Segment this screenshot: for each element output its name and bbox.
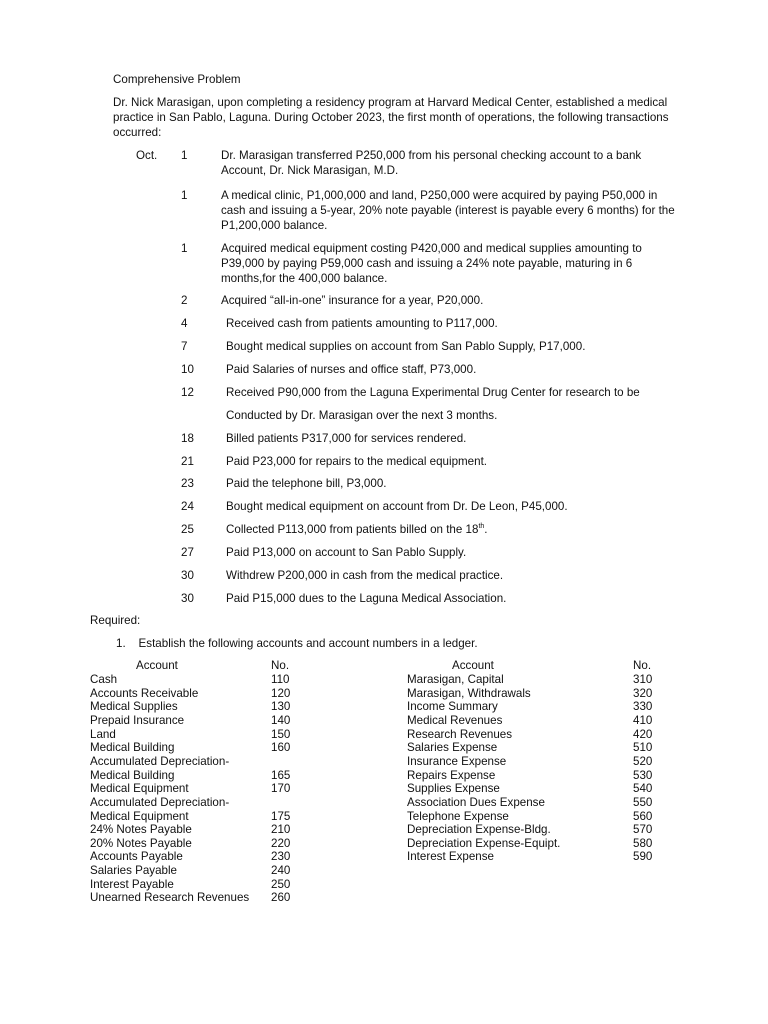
account-name: Unearned Research Revenues xyxy=(90,891,250,905)
transaction-day: 1 xyxy=(181,189,188,202)
transaction-day: 1 xyxy=(181,242,188,255)
account-name: Cash xyxy=(90,673,118,686)
account-name: 24% Notes Payable xyxy=(90,823,192,837)
account-name: Salaries Expense xyxy=(407,741,498,755)
transaction-text: Received P90,000 from the Laguna Experimental Drug Center for research to be xyxy=(226,386,640,399)
transaction-day: 21 xyxy=(181,455,194,468)
transaction-text-continued: Conducted by Dr. Marasigan over the next 3 months. xyxy=(226,409,498,422)
month-label: Oct. xyxy=(136,149,158,162)
transaction-text: Acquired medical equipment costing P420,000 and medical supplies amounting to P39,000 by paying P59,000 cash and issuing a 24% note payable, maturing in 6 months,for the 400,000 balance. xyxy=(221,242,642,285)
transaction-text: Withdrew P200,000 in cash from the medical practice. xyxy=(226,569,504,582)
account-name: Marasigan, Capital xyxy=(407,673,504,686)
account-name: Salaries Payable xyxy=(90,864,178,878)
transaction-day: 30 xyxy=(181,592,194,605)
account-name: Land xyxy=(90,727,116,741)
account-number: 250 xyxy=(271,877,291,891)
transaction-text: Paid P15,000 dues to the Laguna Medical Association. xyxy=(226,592,507,605)
account-number: 420 xyxy=(633,727,653,741)
transaction-day: 1 xyxy=(181,149,188,162)
column-header-account: Account xyxy=(452,659,494,672)
account-name: Medical Revenues xyxy=(407,713,503,727)
account-number: 150 xyxy=(271,727,291,741)
account-number: 410 xyxy=(633,713,653,727)
transaction-day: 24 xyxy=(181,500,194,513)
account-number: 560 xyxy=(633,809,653,823)
account-number: 220 xyxy=(271,836,291,850)
transaction-text: Paid P23,000 for repairs to the medical equipment. xyxy=(226,455,488,468)
account-name: Accumulated Depreciation- xyxy=(90,795,230,809)
account-name: Medical Building xyxy=(90,741,175,755)
account-number: 170 xyxy=(271,782,291,796)
account-name: Accounts Payable xyxy=(90,850,183,864)
page-title: Comprehensive Problem xyxy=(113,73,241,86)
account-name: Marasigan, Withdrawals xyxy=(407,686,531,700)
transaction-text: Paid Salaries of nurses and office staff, P73,000. xyxy=(226,363,477,376)
account-number: 570 xyxy=(633,823,653,837)
transaction-text: A medical clinic, P1,000,000 and land, P250,000 were acquired by paying P50,000 in cash and issuing a 5-year, 20% note payable (interest is payable every 6 months) for the P1,200,000 balance. xyxy=(221,189,675,232)
account-name: Medical Equipment xyxy=(90,809,189,823)
account-number: 520 xyxy=(633,754,653,768)
account-name: Repairs Expense xyxy=(407,768,496,782)
column-header-no: No. xyxy=(271,659,290,672)
account-number: 165 xyxy=(271,768,291,782)
account-number: 580 xyxy=(633,836,653,850)
transaction-text: Bought medical equipment on account from Dr. De Leon, P45,000. xyxy=(226,500,568,513)
account-number: 140 xyxy=(271,713,291,727)
account-number: 510 xyxy=(633,741,653,755)
account-name: Research Revenues xyxy=(407,727,513,741)
account-name: Interest Payable xyxy=(90,877,174,891)
account-number: 130 xyxy=(271,700,291,714)
transaction-text: Paid P13,000 on account to San Pablo Supply. xyxy=(226,546,467,559)
account-number: 530 xyxy=(633,768,653,782)
transaction-day: 27 xyxy=(181,546,194,559)
account-name: Medical Building xyxy=(90,768,175,782)
transaction-text: Bought medical supplies on account from San Pablo Supply, P17,000. xyxy=(226,340,586,353)
intro-paragraph: Dr. Nick Marasigan, upon completing a residency program at Harvard Medical Center, established a medical practice in San Pablo, Laguna. During October 2023, the first month of operations, the following transactions occurred: xyxy=(113,96,669,139)
account-name: Prepaid Insurance xyxy=(90,713,185,727)
transaction-text xyxy=(226,522,488,537)
transaction-day: 7 xyxy=(181,340,188,353)
account-name: Telephone Expense xyxy=(407,809,509,823)
transaction-day: 10 xyxy=(181,363,194,376)
account-number: 320 xyxy=(633,686,653,700)
required-label: Required: xyxy=(90,614,141,627)
account-name: Income Summary xyxy=(407,700,498,714)
transaction-day: 30 xyxy=(181,569,194,582)
account-number: 550 xyxy=(633,795,653,809)
transaction-day: 12 xyxy=(181,386,194,399)
ordinal-superscript: th xyxy=(478,523,485,531)
account-number: 260 xyxy=(271,891,291,905)
account-number: 240 xyxy=(271,864,291,878)
transaction-text: Paid the telephone bill, P3,000. xyxy=(226,477,387,490)
column-header-no: No. xyxy=(633,659,652,672)
account-name: Supplies Expense xyxy=(407,782,500,796)
account-name: Interest Expense xyxy=(407,850,495,864)
account-number: 310 xyxy=(633,673,653,686)
account-number: 330 xyxy=(633,700,653,714)
account-name: Accounts Receivable xyxy=(90,686,199,700)
account-name: Insurance Expense xyxy=(407,754,507,768)
column-header-account: Account xyxy=(136,659,178,672)
account-name: Depreciation Expense-Equipt. xyxy=(407,836,561,850)
account-name: Medical Supplies xyxy=(90,700,178,714)
account-name: Depreciation Expense-Bldg. xyxy=(407,823,551,837)
account-number: 110 xyxy=(271,673,290,686)
account-name: Association Dues Expense xyxy=(407,795,545,809)
transaction-text-suffix: . xyxy=(484,523,488,536)
account-number: 210 xyxy=(271,823,291,837)
instruction-text: 1. Establish the following accounts and account numbers in a ledger. xyxy=(116,637,478,650)
account-number: 175 xyxy=(271,809,291,823)
account-name: 20% Notes Payable xyxy=(90,836,192,850)
transaction-text-main: Collected P113,000 from patients billed on the 18 xyxy=(226,523,479,536)
account-number: 590 xyxy=(633,850,653,864)
account-name: Accumulated Depreciation- xyxy=(90,754,230,768)
account-number: 120 xyxy=(271,686,291,700)
transaction-day: 2 xyxy=(181,294,188,307)
transaction-day: 18 xyxy=(181,432,194,445)
account-number: 540 xyxy=(633,782,653,796)
transaction-text: Billed patients P317,000 for services rendered. xyxy=(226,432,467,445)
account-number: 230 xyxy=(271,850,291,864)
transaction-text: Received cash from patients amounting to P117,000. xyxy=(226,317,498,330)
account-number: 160 xyxy=(271,741,291,755)
transaction-text: Acquired “all-in-one” insurance for a year, P20,000. xyxy=(221,294,484,307)
transaction-day: 4 xyxy=(181,317,188,330)
transaction-day: 23 xyxy=(181,477,194,490)
transaction-text: Dr. Marasigan transferred P250,000 from his personal checking account to a bank Account, Dr. Nick Marasigan, M.D. xyxy=(221,149,642,177)
transaction-day: 25 xyxy=(181,523,194,536)
account-name: Medical Equipment xyxy=(90,782,189,796)
